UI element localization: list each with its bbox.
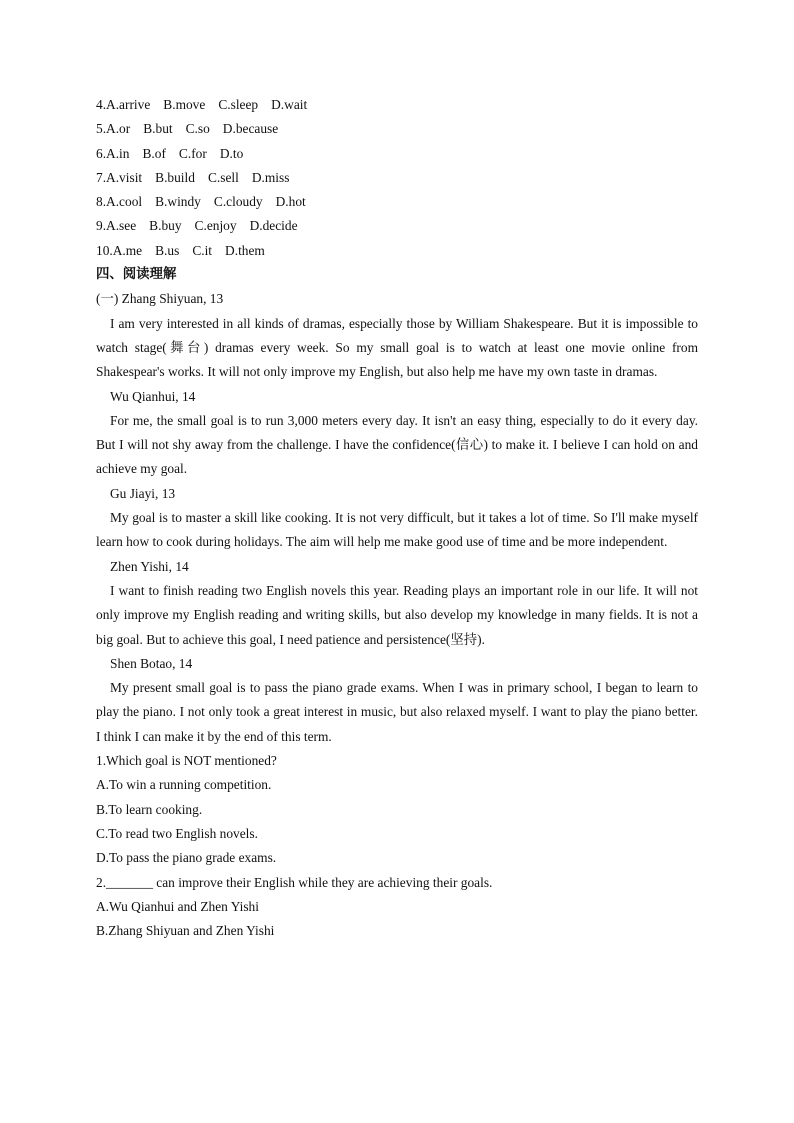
passage-text: For me, the small goal is to run 3,000 meters every day. It isn't an easy thing, especially to do it every day. But I will not shy away from the challenge. I have the confidence(信心) to make it. I believe I can hold on and achieve my goal. — [96, 412, 698, 477]
option: D.to — [219, 145, 244, 161]
question-2: 2._______ can improve their English while they are achieving their goals. — [96, 874, 493, 890]
option: D.wait — [271, 97, 308, 112]
passage-author: Zhen Yishi, 14 — [110, 558, 189, 574]
passage-text: My present small goal is to pass the piano grade exams. When I was in primary school, I began to learn to play the piano. I not only took a great interest in music, but also relaxed myself. I want to play the piano better. I think I can make it by the end of this term. — [96, 680, 698, 744]
question-1: 1.Which goal is NOT mentioned? — [96, 753, 277, 769]
option: B.build — [155, 169, 195, 185]
option-row-9 — [96, 214, 698, 238]
question-1-option-c: C.To read two English novels. — [96, 825, 258, 841]
passage-text: I want to finish reading two English novels this year. Reading plays an important role in our life. It will not only improve my English reading and writing skills, but also develop my knowledge in many fields. It is not a big goal. But to achieve this goal, I need patience and persistence(坚持). — [96, 582, 698, 647]
option: B.us — [155, 242, 180, 258]
section-heading: 四、阅读理解 — [96, 267, 177, 283]
option: 4.A.arrive — [96, 97, 151, 112]
option-row-10 — [96, 239, 698, 263]
option: 9.A.see — [96, 218, 137, 234]
question-2-option-a: A.Wu Qianhui and Zhen Yishi — [96, 898, 259, 914]
option: B.of — [142, 145, 166, 161]
option-row-7 — [96, 166, 698, 190]
option: D.them — [225, 242, 265, 258]
option-row-6 — [96, 142, 698, 166]
question-1-option-b: B.To learn cooking. — [96, 801, 203, 817]
option: B.move — [163, 97, 206, 112]
question-1-option-a: A.To win a running competition. — [96, 777, 272, 793]
passage-text: I am very interested in all kinds of dramas, especially those by William Shakespeare. But it is impossible to watch stage(舞台) dramas every week. So my small goal is to watch at least one movie online from Shakespear's works. It will not only improve my English, but also help me have my own taste in dramas. — [96, 315, 698, 380]
option: 6.A.in — [96, 145, 130, 161]
option: 8.A.cool — [96, 194, 143, 210]
option: C.for — [178, 145, 207, 161]
document-content — [96, 93, 698, 943]
option: B.buy — [149, 218, 182, 234]
option: C.it — [192, 242, 213, 258]
option: D.because — [222, 121, 279, 137]
option: B.but — [143, 121, 173, 137]
option: B.windy — [155, 194, 201, 210]
option: D.hot — [275, 194, 306, 210]
question-1-option-d: D.To pass the piano grade exams. — [96, 850, 277, 866]
option: D.miss — [251, 169, 290, 185]
option: C.sell — [207, 169, 239, 185]
option: C.enjoy — [194, 218, 237, 234]
passage-author: Gu Jiayi, 13 — [110, 485, 176, 501]
option: C.so — [185, 121, 210, 137]
passage-author: Wu Qianhui, 14 — [110, 388, 196, 404]
option: 5.A.or — [96, 121, 131, 137]
option: C.sleep — [218, 97, 259, 112]
option: 10.A.me — [96, 242, 143, 258]
question-2-option-b: B.Zhang Shiyuan and Zhen Yishi — [96, 923, 275, 939]
option: D.decide — [249, 218, 298, 234]
option-row-5 — [96, 117, 698, 141]
passage-author: (一) Zhang Shiyuan, 13 — [96, 291, 224, 307]
option: 7.A.visit — [96, 169, 143, 185]
passage-author: Shen Botao, 14 — [110, 655, 193, 671]
option-row-8 — [96, 190, 698, 214]
passage-text: My goal is to master a skill like cooking. It is not very difficult, but it takes a lot of time. So I'll make myself learn how to cook during holidays. The aim will help me make good use of time and be more independent. — [96, 510, 698, 550]
option-row-4 — [96, 93, 698, 117]
option: C.cloudy — [213, 194, 263, 210]
